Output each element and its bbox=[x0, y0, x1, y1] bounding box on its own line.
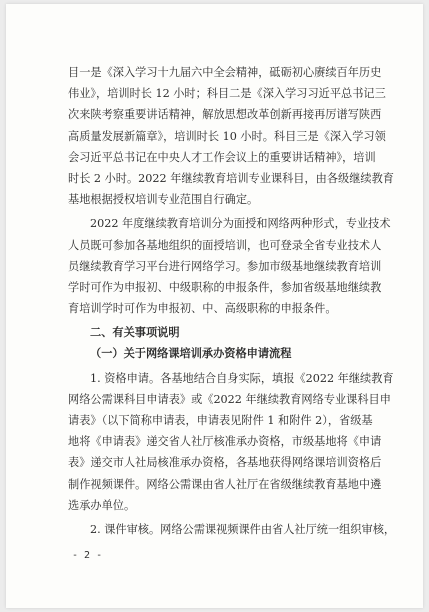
text-line: 育培训学时可作为申报初、中、高级职称的申报条件。 bbox=[68, 302, 337, 316]
text-line: 地将《申请表》递交省人社厅核准承办资格，市级基地将《申请 bbox=[68, 435, 382, 449]
text-line: 人员既可参加各基地组织的面授培训，也可登录全省专业技术人 bbox=[68, 238, 382, 252]
text-line: 目一是《深入学习十九届六中全会精神，砥砺初心赓续百年历史 bbox=[68, 66, 382, 79]
text-line: 请表》（以下简称申请表，申请表见附件 1 和附件 2），省级基 bbox=[68, 414, 373, 427]
text-line: 制作视频课件。网络公需课由省人社厅在省级继续教育基地中遴 bbox=[68, 477, 382, 491]
text-line: 表》递交市人社局核准承办资格，各基地获得网络课培训资格后 bbox=[68, 456, 382, 470]
text-line: 伟业》，培训时长 12 小时；科目二是《深入学习习近平总书记三 bbox=[68, 87, 386, 101]
subsection-heading: （一）关于网络课培训承办资格申请流程 bbox=[90, 346, 292, 361]
text-line: 学时可作为申报初、中级职称的申报条件，参加省级基地继续教 bbox=[68, 280, 382, 294]
paragraph-courseware-review bbox=[68, 519, 396, 540]
text-line: 网络公需课科目申请表》或《2022 年继续教育网络专业课科目申 bbox=[68, 392, 391, 406]
section-heading: 二、有关事项说明 bbox=[90, 326, 180, 340]
document-page bbox=[6, 4, 423, 608]
text-line: 1. 资格申请。各基地结合自身实际，填报《2022 年继续教育 bbox=[90, 371, 394, 385]
page-number: - 2 - bbox=[72, 550, 103, 561]
text-line: 会习近平总书记在中央人才工作会议上的重要讲话精神》，培训 bbox=[68, 150, 376, 164]
paragraph-training-forms bbox=[68, 213, 391, 319]
text-line: 基地根据授权培训专业范围自行确定。 bbox=[68, 193, 259, 207]
paragraph-course-subjects bbox=[68, 62, 394, 210]
text-line: 员继续教育学习平台进行网络学习。参加市级基地继续教育培训 bbox=[68, 259, 382, 273]
text-line: 2. 课件审核。网络公需课视频课件由省人社厅统一组织审核， bbox=[90, 522, 396, 536]
text-line: 2022 年度继续教育培训分为面授和网络两种形式，专业技术 bbox=[90, 217, 391, 231]
text-line: 选承办单位。 bbox=[68, 498, 136, 512]
text-line: 时长 2 小时。2022 年继续教育培训专业课科目，由各级继续教育 bbox=[68, 171, 394, 185]
text-line: 次来陕考察重要讲话精神，解放思想改革创新再接再厉谱写陕西 bbox=[68, 108, 382, 122]
document-body bbox=[68, 62, 396, 540]
paragraph-qualification-application bbox=[68, 368, 394, 516]
text-line: 高质量发展新篇章》，培训时长 10 小时。科目三是《深入学习领 bbox=[68, 129, 386, 143]
